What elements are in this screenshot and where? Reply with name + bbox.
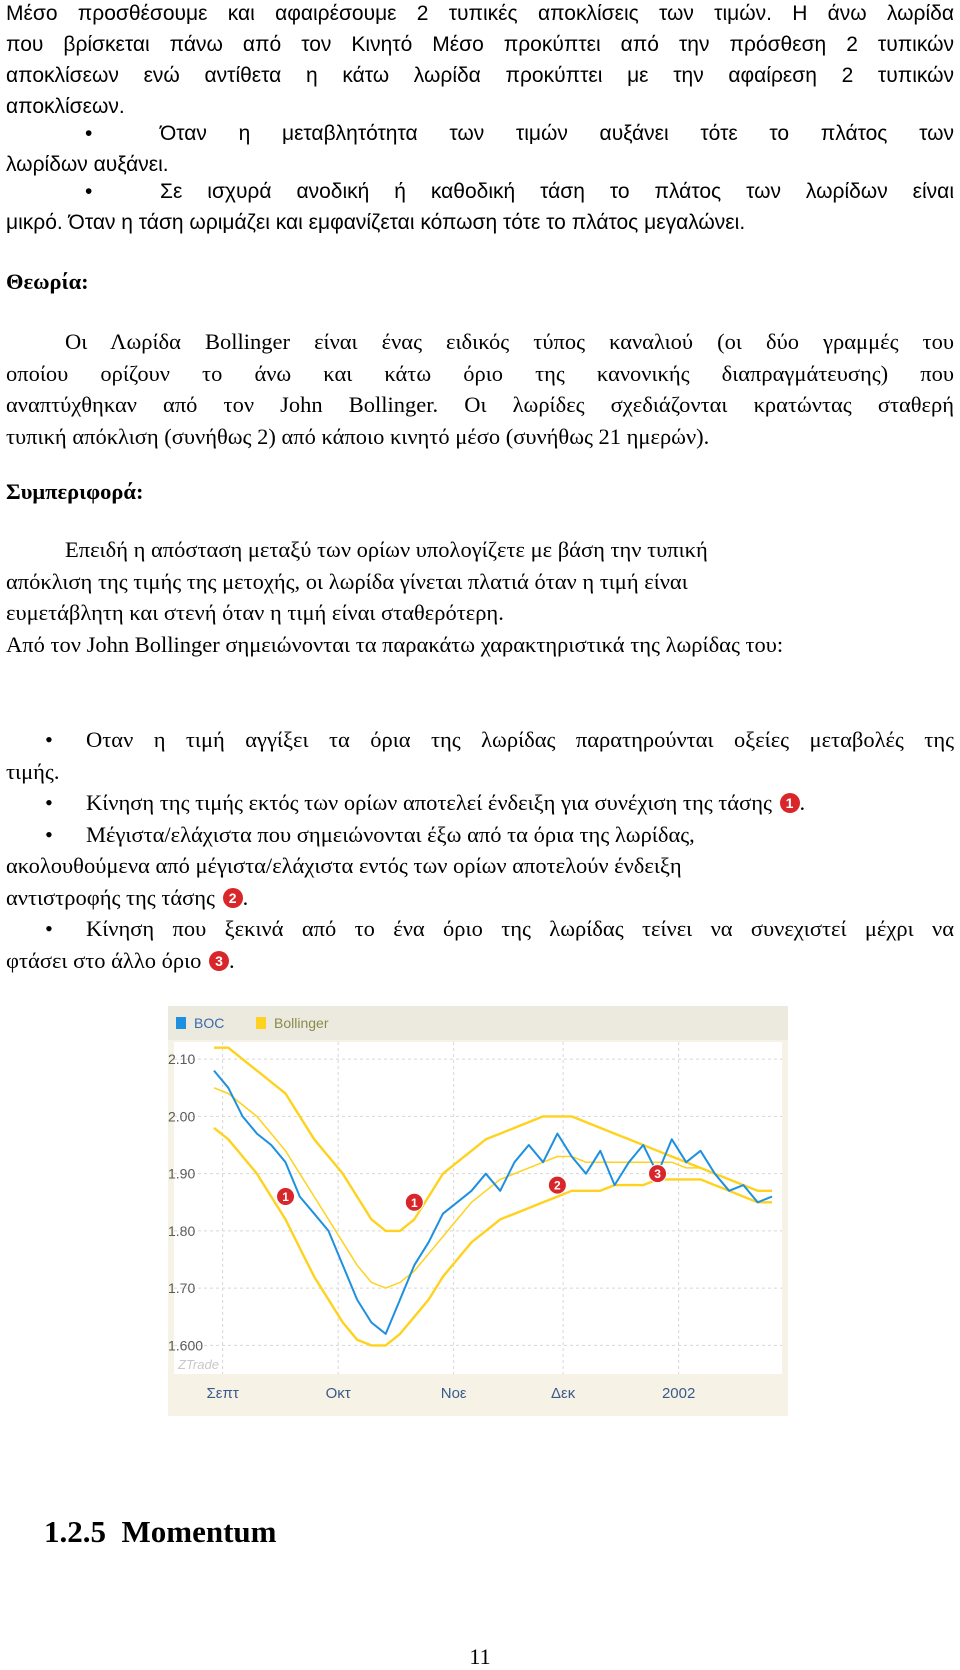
- bullet-icon: •: [45, 790, 53, 815]
- x-tick-label: Νοε: [440, 1385, 467, 1402]
- intro-bullet-text: Σε ισχυρά ανοδική ή καθοδική τάση το πλάτος των λωρίδων είναι: [160, 180, 954, 203]
- theory-line: Οι Λωρίδα Bollinger είναι ένας ειδικός τύπος καναλιού (οι δύο γραμμές του: [65, 329, 954, 354]
- bullet-icon: •: [85, 122, 93, 145]
- annotation-label: 3: [654, 1167, 661, 1182]
- y-tick-label: 1.80: [168, 1222, 196, 1239]
- bullet-text: αντιστροφής της τάσης: [6, 884, 215, 910]
- y-tick-label: 1.70: [168, 1280, 196, 1297]
- behavior-bullet-4: [6, 913, 954, 976]
- theory-heading: Θεωρία:: [6, 269, 89, 294]
- behavior-line: απόκλιση της τιμής της μετοχής, οι λωρίδα γίνεται πλατιά όταν η τιμή είναι: [6, 568, 688, 594]
- bullet-icon: •: [45, 821, 53, 847]
- annotation-label: 1: [410, 1195, 418, 1210]
- intro-bullet-text: Όταν η μεταβλητότητα των τιμών αυξάνει τότε το πλάτος των: [160, 122, 954, 145]
- intro-bullet-1: [6, 118, 954, 180]
- theory-line: αναπτύχθηκαν από τον John Bollinger. Οι λωρίδες σχεδιάζονται κρατώντας σταθερή: [6, 392, 954, 417]
- annotation-label: 2: [554, 1178, 561, 1193]
- theory-line: οποίου ορίζουν το άνω και κάτω όριο της κανονικής διαπραγμάτευσης) που: [6, 360, 954, 386]
- plot-area: [174, 1042, 782, 1374]
- intro-bullet-text: λωρίδων αυξάνει.: [6, 153, 169, 176]
- section-title: 1.2.5 Momentum: [44, 1514, 277, 1549]
- behavior-bullet-1: [6, 724, 954, 787]
- y-tick-label: 2.00: [168, 1108, 196, 1125]
- theory-paragraph: [6, 326, 954, 452]
- bullet-text: ακολουθούμενα από μέγιστα/ελάχιστα εντός των ορίων αποτελούν ένδειξη: [6, 853, 682, 878]
- chart-watermark: ZTrade: [178, 1357, 219, 1372]
- behavior-line: Από τον John Bollinger σημειώνονται τα παρακάτω χαρακτηριστικά της λωρίδας του:: [6, 631, 784, 657]
- x-tick-label: Σεπτ: [206, 1385, 239, 1402]
- intro-line: αποκλίσεων ενώ αντίθετα η κάτω λωρίδα προκύπτει με την αφαίρεση 2 τυπικών: [6, 64, 954, 87]
- period: .: [799, 790, 806, 815]
- intro-paragraph: [6, 0, 954, 122]
- x-tick-label: Δεκ: [551, 1385, 576, 1402]
- intro-line: αποκλίσεων.: [6, 95, 125, 118]
- y-tick-label: 2.10: [168, 1051, 196, 1068]
- period: .: [229, 947, 235, 973]
- legend-bollinger-swatch-icon: [256, 1017, 266, 1029]
- behavior-bullets: [6, 724, 954, 976]
- period: .: [242, 884, 249, 910]
- behavior-paragraph: [6, 534, 954, 660]
- behavior-line: Επειδή η απόσταση μεταξύ των ορίων υπολογίζετε με βάση την τυπική: [65, 537, 708, 562]
- intro-bullet-text: μικρό. Όταν η τάση ωριμάζει και εμφανίζεται κόπωση τότε το πλάτος μεγαλώνει.: [6, 211, 746, 234]
- behavior-bullet-3: [6, 819, 954, 914]
- bullet-icon: •: [85, 180, 93, 203]
- legend-boc-label: BOC: [194, 1015, 225, 1031]
- bullet-icon: •: [45, 916, 53, 941]
- y-tick-label: 1.90: [168, 1165, 196, 1182]
- y-tick-label: 1.600: [168, 1337, 204, 1354]
- bollinger-chart: [168, 1006, 788, 1416]
- chart-svg: [168, 1006, 788, 1416]
- x-tick-label: 2002: [661, 1385, 696, 1402]
- behavior-line: ευμετάβλητη και στενή όταν η τιμή είναι σταθερότερη.: [6, 600, 504, 625]
- behavior-bullet-2: [6, 787, 954, 819]
- intro-line: Μέσο προσθέσουμε και αφαιρέσουμε 2 τυπικές αποκλίσεις των τιμών. Η άνω λωρίδα: [6, 2, 954, 25]
- page-number: 11: [469, 1644, 491, 1669]
- legend-boc-swatch-icon: [176, 1017, 186, 1029]
- bullet-text: Οταν η τιμή αγγίξει τα όρια της λωρίδας παρατηρούνται οξείες μεταβολές της: [86, 727, 954, 752]
- bullet-text: Μέγιστα/ελάχιστα που σημειώνονται έξω από τα όρια της λωρίδας,: [86, 821, 695, 847]
- bullet-icon: •: [45, 727, 53, 752]
- intro-bullet-2: [6, 176, 954, 238]
- marker-3-icon: 3: [209, 951, 229, 971]
- marker-1-icon: 1: [780, 793, 800, 813]
- theory-line: τυπική απόκλιση (συνήθως 2) από κάποιο κινητό μέσο (συνήθως 21 ημερών).: [6, 423, 710, 449]
- annotation-label: 1: [282, 1190, 289, 1205]
- bullet-text: τιμής.: [6, 758, 60, 784]
- intro-line: που βρίσκεται πάνω από τον Κινητό Μέσο προκύπτει από την πρόσθεση 2 τυπικών: [6, 33, 954, 56]
- behavior-heading: Συμπεριφορά:: [6, 479, 144, 504]
- marker-2-icon: 2: [223, 888, 243, 908]
- x-tick-label: Οκτ: [325, 1385, 351, 1402]
- legend-bollinger-label: Bollinger: [274, 1015, 329, 1031]
- bullet-text: Κίνηση που ξεκινά από το ένα όριο της λωρίδας τείνει να συνεχιστεί μέχρι να: [86, 916, 954, 941]
- bullet-text: Κίνηση της τιμής εκτός των ορίων αποτελεί ένδειξη για συνέχιση της τάσης: [86, 790, 772, 815]
- bullet-text: φτάσει στο άλλο όριο: [6, 947, 202, 973]
